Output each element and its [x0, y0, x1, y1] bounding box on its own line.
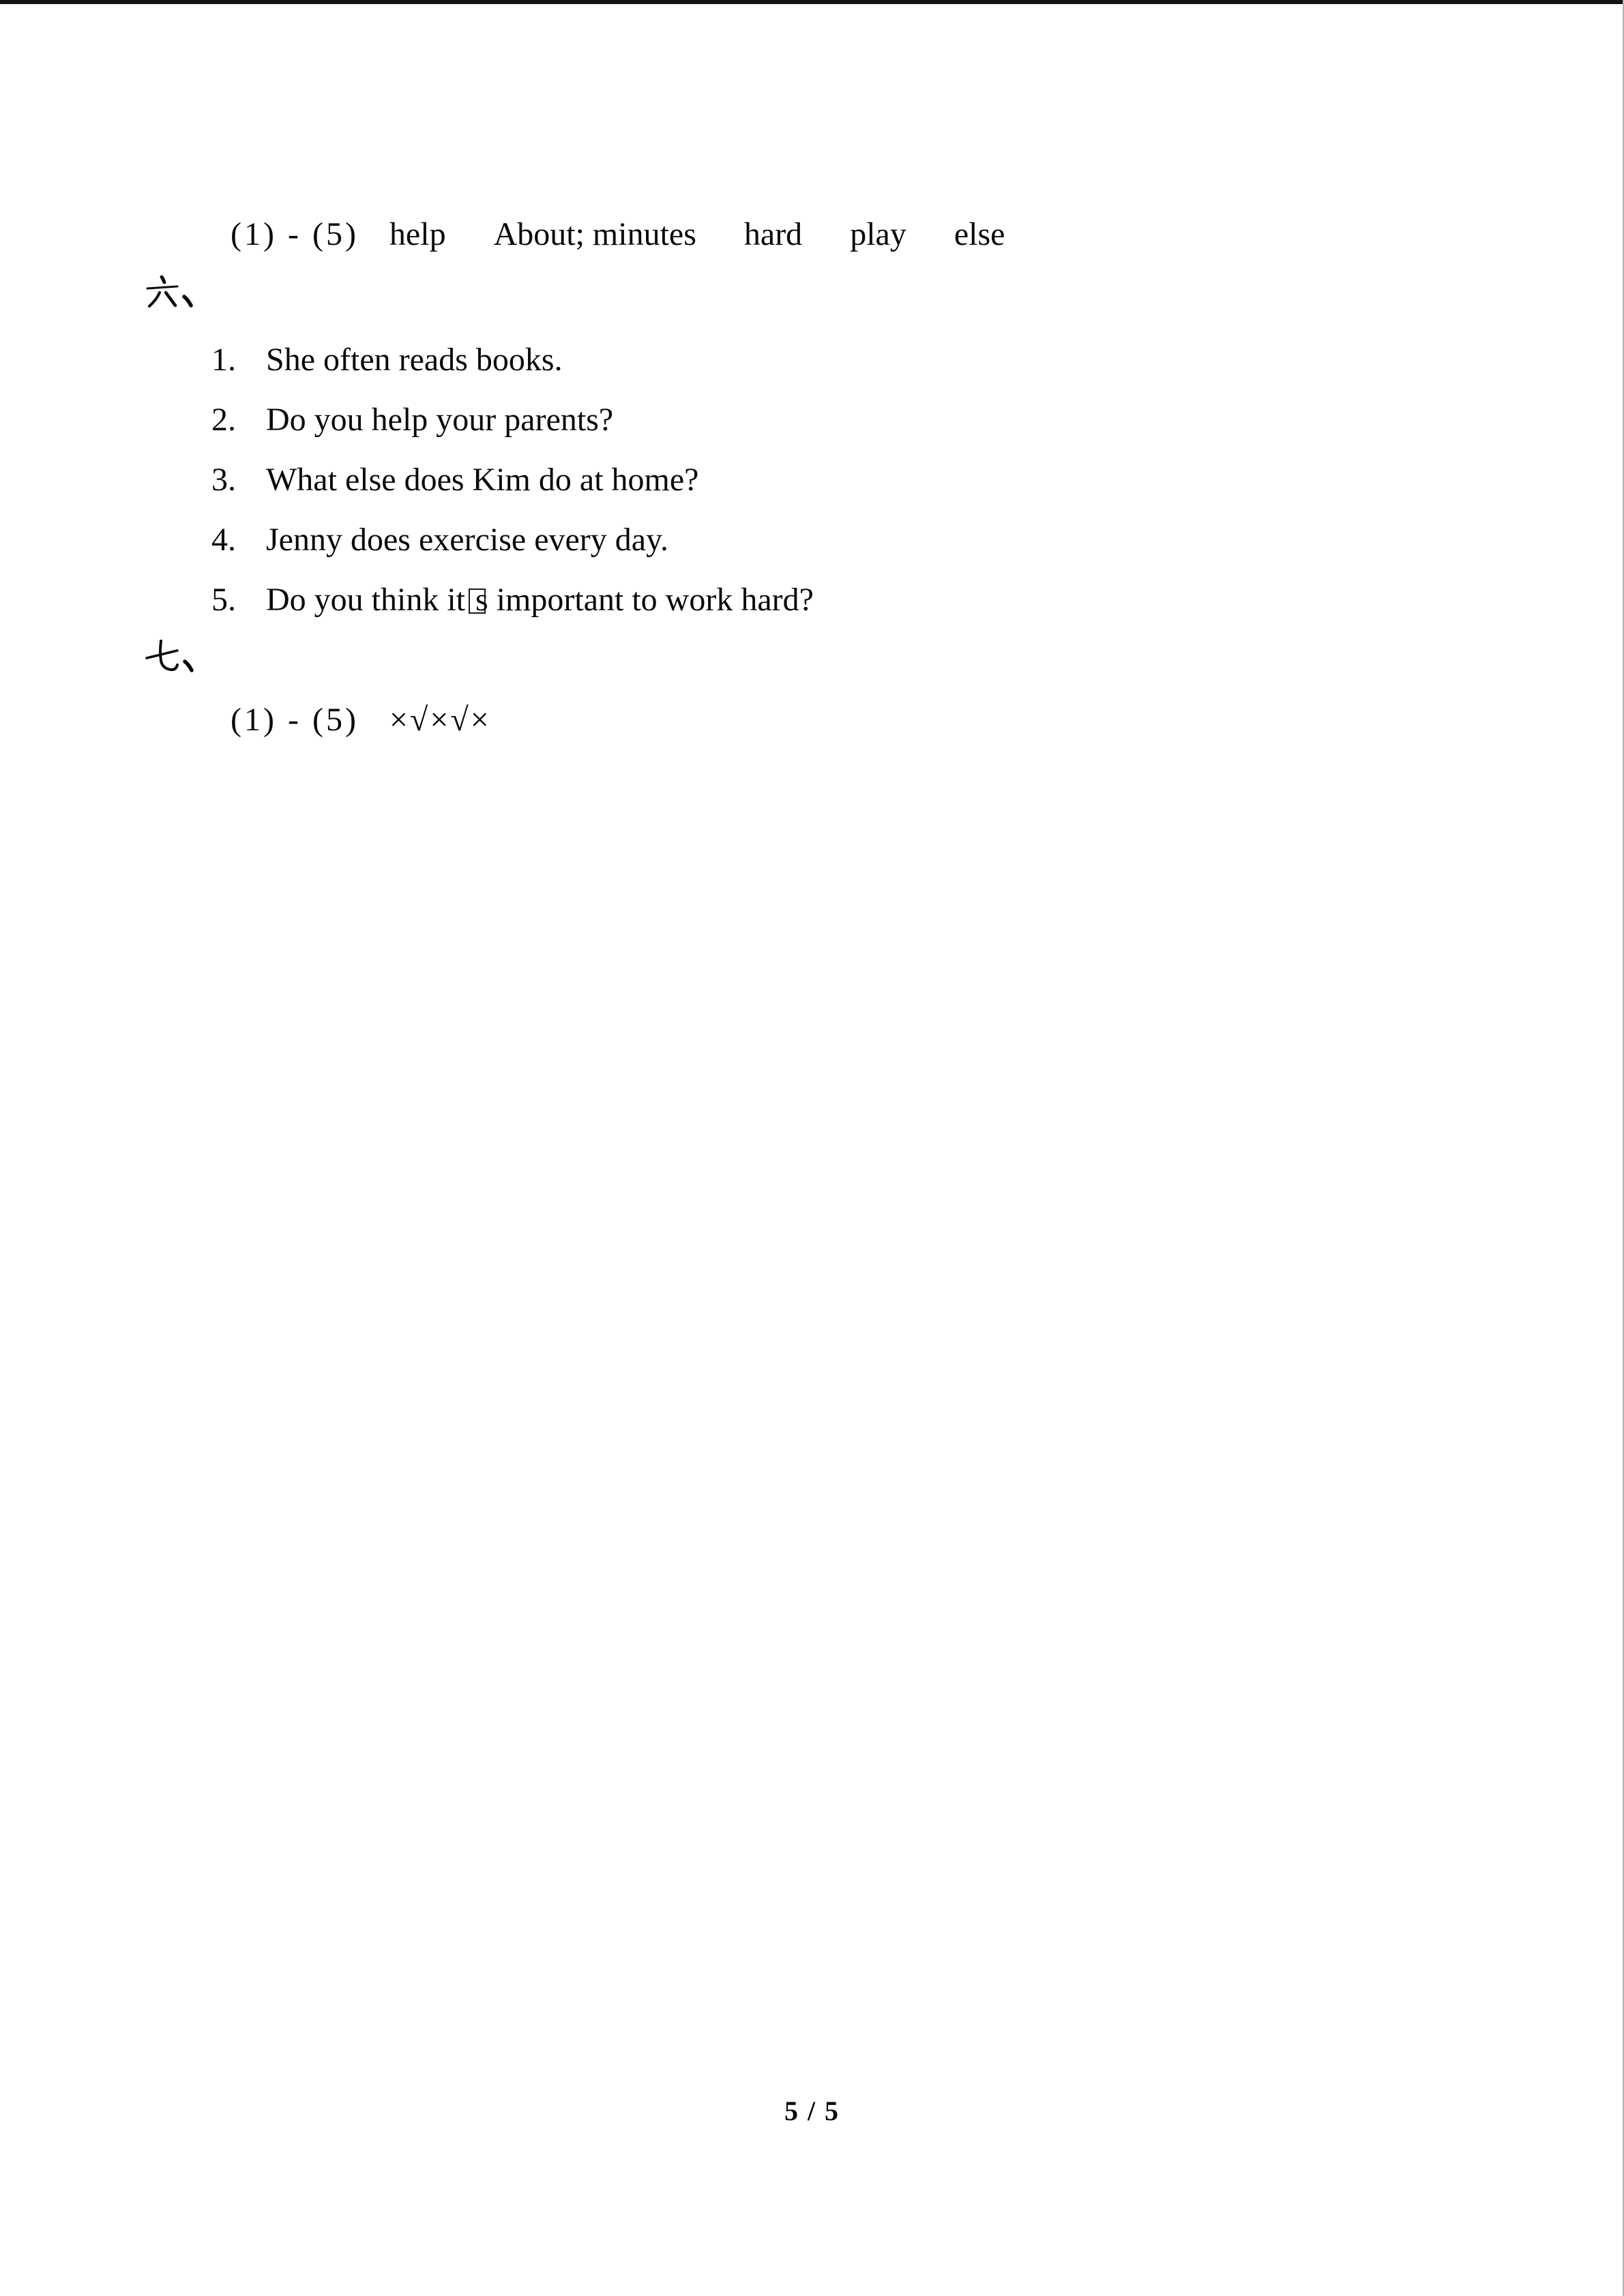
answer-item-4 — [211, 522, 668, 558]
answer-item-1 — [211, 342, 563, 378]
item-number: 5. — [211, 582, 236, 618]
answer-token: else — [954, 216, 1005, 252]
answer-item-2 — [211, 402, 613, 438]
answer-token: play — [850, 216, 906, 252]
section-six-marker — [146, 275, 214, 311]
item-text-before-box: Do you think it — [266, 582, 466, 618]
answer-range-label: (1) - (5) — [231, 702, 359, 738]
answer-line-five — [231, 217, 1005, 252]
item-text: She often reads books. — [266, 342, 563, 378]
section-seven-marker — [145, 640, 213, 675]
answer-token: hard — [743, 216, 803, 252]
item-text: Jenny does exercise every day. — [266, 522, 668, 558]
cjk-six-glyph-icon — [146, 275, 214, 311]
answer-token: About; minutes — [493, 216, 696, 252]
item-text: What else does Kim do at home? — [266, 462, 699, 498]
cjk-seven-glyph-icon — [145, 640, 213, 675]
true-false-marks: ×√×√× — [389, 702, 491, 738]
item-number: 1. — [211, 342, 236, 378]
item-number: 2. — [211, 402, 236, 438]
item-text: Do you help your parents? — [266, 402, 614, 438]
answer-item-5 — [211, 582, 814, 618]
page-number: 5 / 5 — [784, 2096, 840, 2126]
answer-token: help — [389, 216, 446, 252]
page-top-bar — [0, 0, 1624, 4]
answer-line-seven — [231, 702, 491, 738]
item-text-after-box: s important to work hard? — [475, 582, 814, 618]
answer-range-label: (1) - (5) — [231, 216, 359, 252]
item-number: 3. — [211, 462, 236, 498]
answer-item-3 — [211, 462, 698, 498]
item-number: 4. — [211, 522, 236, 558]
